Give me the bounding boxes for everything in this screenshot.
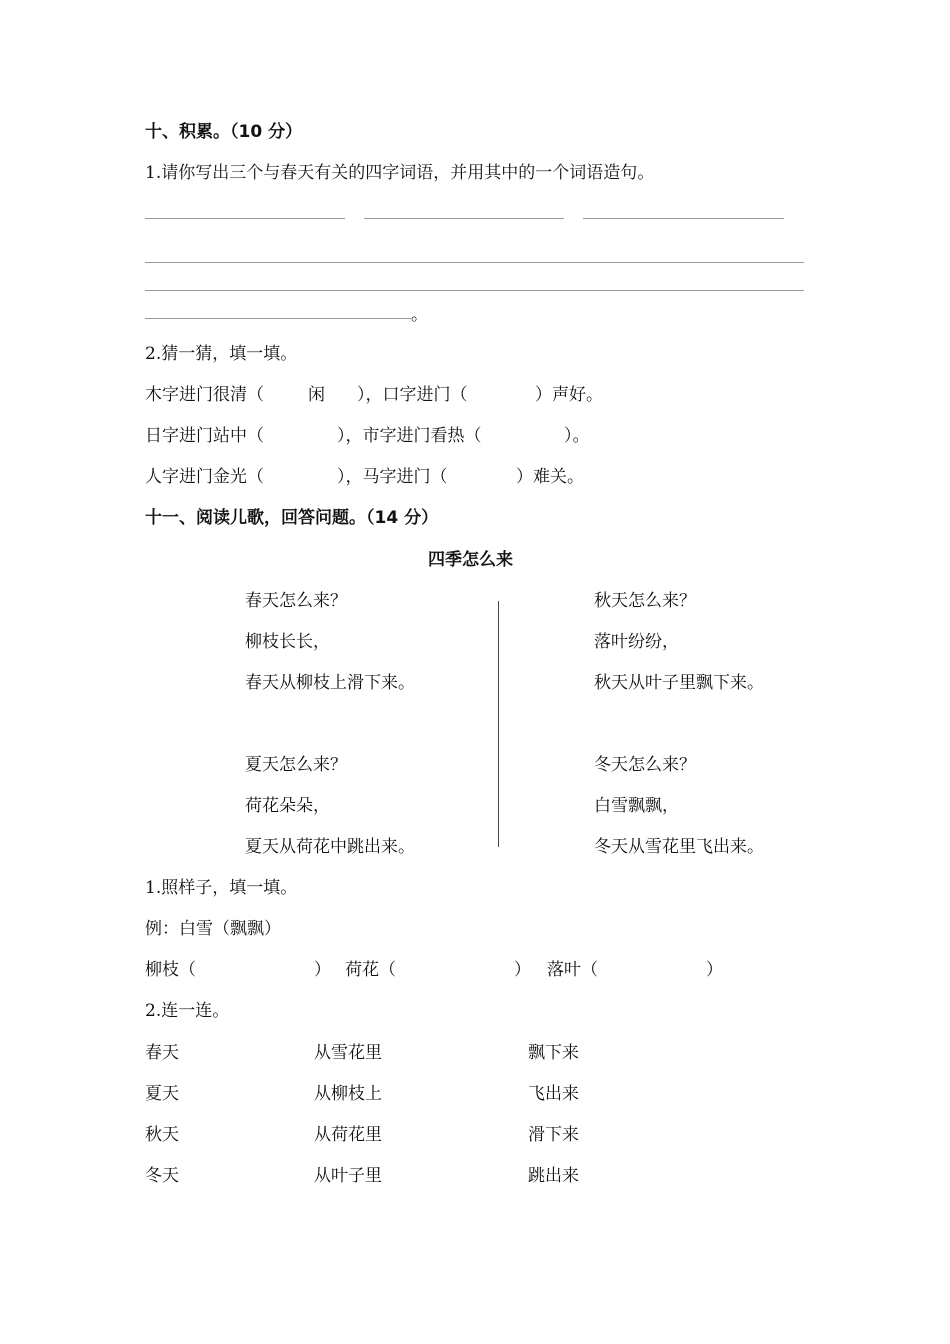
riddle-text: ），马字进门（: [337, 467, 448, 487]
match-item-source[interactable]: 从荷花里: [314, 1125, 382, 1145]
answer-line-word-3[interactable]: [583, 218, 784, 219]
answer-line-word-1[interactable]: [145, 218, 345, 219]
answer-line-sentence-1[interactable]: [145, 262, 804, 263]
fill-item-label: 荷花（: [345, 960, 396, 980]
riddle-answer[interactable]: 闲: [308, 385, 325, 405]
match-item-action[interactable]: 飞出来: [528, 1084, 579, 1104]
match-item-action[interactable]: 滑下来: [528, 1125, 579, 1145]
section-10-title: 十、积累。（10 分）: [145, 122, 303, 142]
riddle-text: 人字进门金光（: [145, 467, 264, 487]
riddle-text: ）难关。: [516, 467, 584, 487]
section-11-title: 十一、阅读儿歌，回答问题。（14 分）: [145, 508, 439, 528]
q1-prompt: 1.请你写出三个与春天有关的四字词语，并用其中的一个词语造句。: [145, 163, 655, 183]
match-item-source[interactable]: 从柳枝上: [314, 1084, 382, 1104]
match-item-season[interactable]: 春天: [145, 1043, 179, 1063]
answer-line-sentence-2[interactable]: [145, 290, 804, 291]
poem-line: 夏天怎么来？: [245, 755, 347, 775]
match-item-season[interactable]: 秋天: [145, 1125, 179, 1145]
poem-line: 冬天从雪花里飞出来。: [594, 837, 764, 857]
s11-q1-example: 例：白雪（飘飘）: [145, 919, 281, 939]
fill-item-label: 落叶（: [547, 960, 598, 980]
poem-line: 秋天怎么来？: [594, 591, 696, 611]
sentence-end-mark: 。: [411, 305, 428, 325]
match-item-season[interactable]: 冬天: [145, 1166, 179, 1186]
poem-line: 冬天怎么来？: [594, 755, 696, 775]
match-item-action[interactable]: 飘下来: [528, 1043, 579, 1063]
poem-line: 柳枝长长，: [245, 632, 330, 652]
match-item-season[interactable]: 夏天: [145, 1084, 179, 1104]
riddle-text: ），口字进门（: [357, 385, 468, 405]
riddle-text: ）声好。: [535, 385, 603, 405]
answer-line-sentence-3[interactable]: [145, 318, 411, 319]
fill-item-close: ）: [514, 960, 531, 980]
poem-title: 四季怎么来: [428, 550, 513, 570]
poem-line: 春天怎么来？: [245, 591, 347, 611]
s11-q2-prompt: 2.连一连。: [145, 1001, 230, 1021]
poem-line: 白雪飘飘，: [594, 796, 679, 816]
fill-item-close: ）: [314, 960, 331, 980]
poem-divider: [498, 601, 499, 847]
q2-prompt: 2.猜一猜，填一填。: [145, 344, 298, 364]
riddle-text: ）。: [564, 426, 590, 446]
fill-item-label: 柳枝（: [145, 960, 196, 980]
match-item-source[interactable]: 从雪花里: [314, 1043, 382, 1063]
match-item-action[interactable]: 跳出来: [528, 1166, 579, 1186]
poem-line: 夏天从荷花中跳出来。: [245, 837, 415, 857]
fill-item-close: ）: [706, 960, 723, 980]
poem-line: 落叶纷纷，: [594, 632, 679, 652]
riddle-text: 木字进门很清（: [145, 385, 264, 405]
riddle-text: 日字进门站中（: [145, 426, 264, 446]
match-item-source[interactable]: 从叶子里: [314, 1166, 382, 1186]
poem-line: 秋天从叶子里飘下来。: [594, 673, 764, 693]
poem-line: 荷花朵朵，: [245, 796, 330, 816]
riddle-text: ），市字进门看热（: [337, 426, 482, 446]
poem-line: 春天从柳枝上滑下来。: [245, 673, 415, 693]
s11-q1-prompt: 1.照样子，填一填。: [145, 878, 298, 898]
answer-line-word-2[interactable]: [364, 218, 564, 219]
